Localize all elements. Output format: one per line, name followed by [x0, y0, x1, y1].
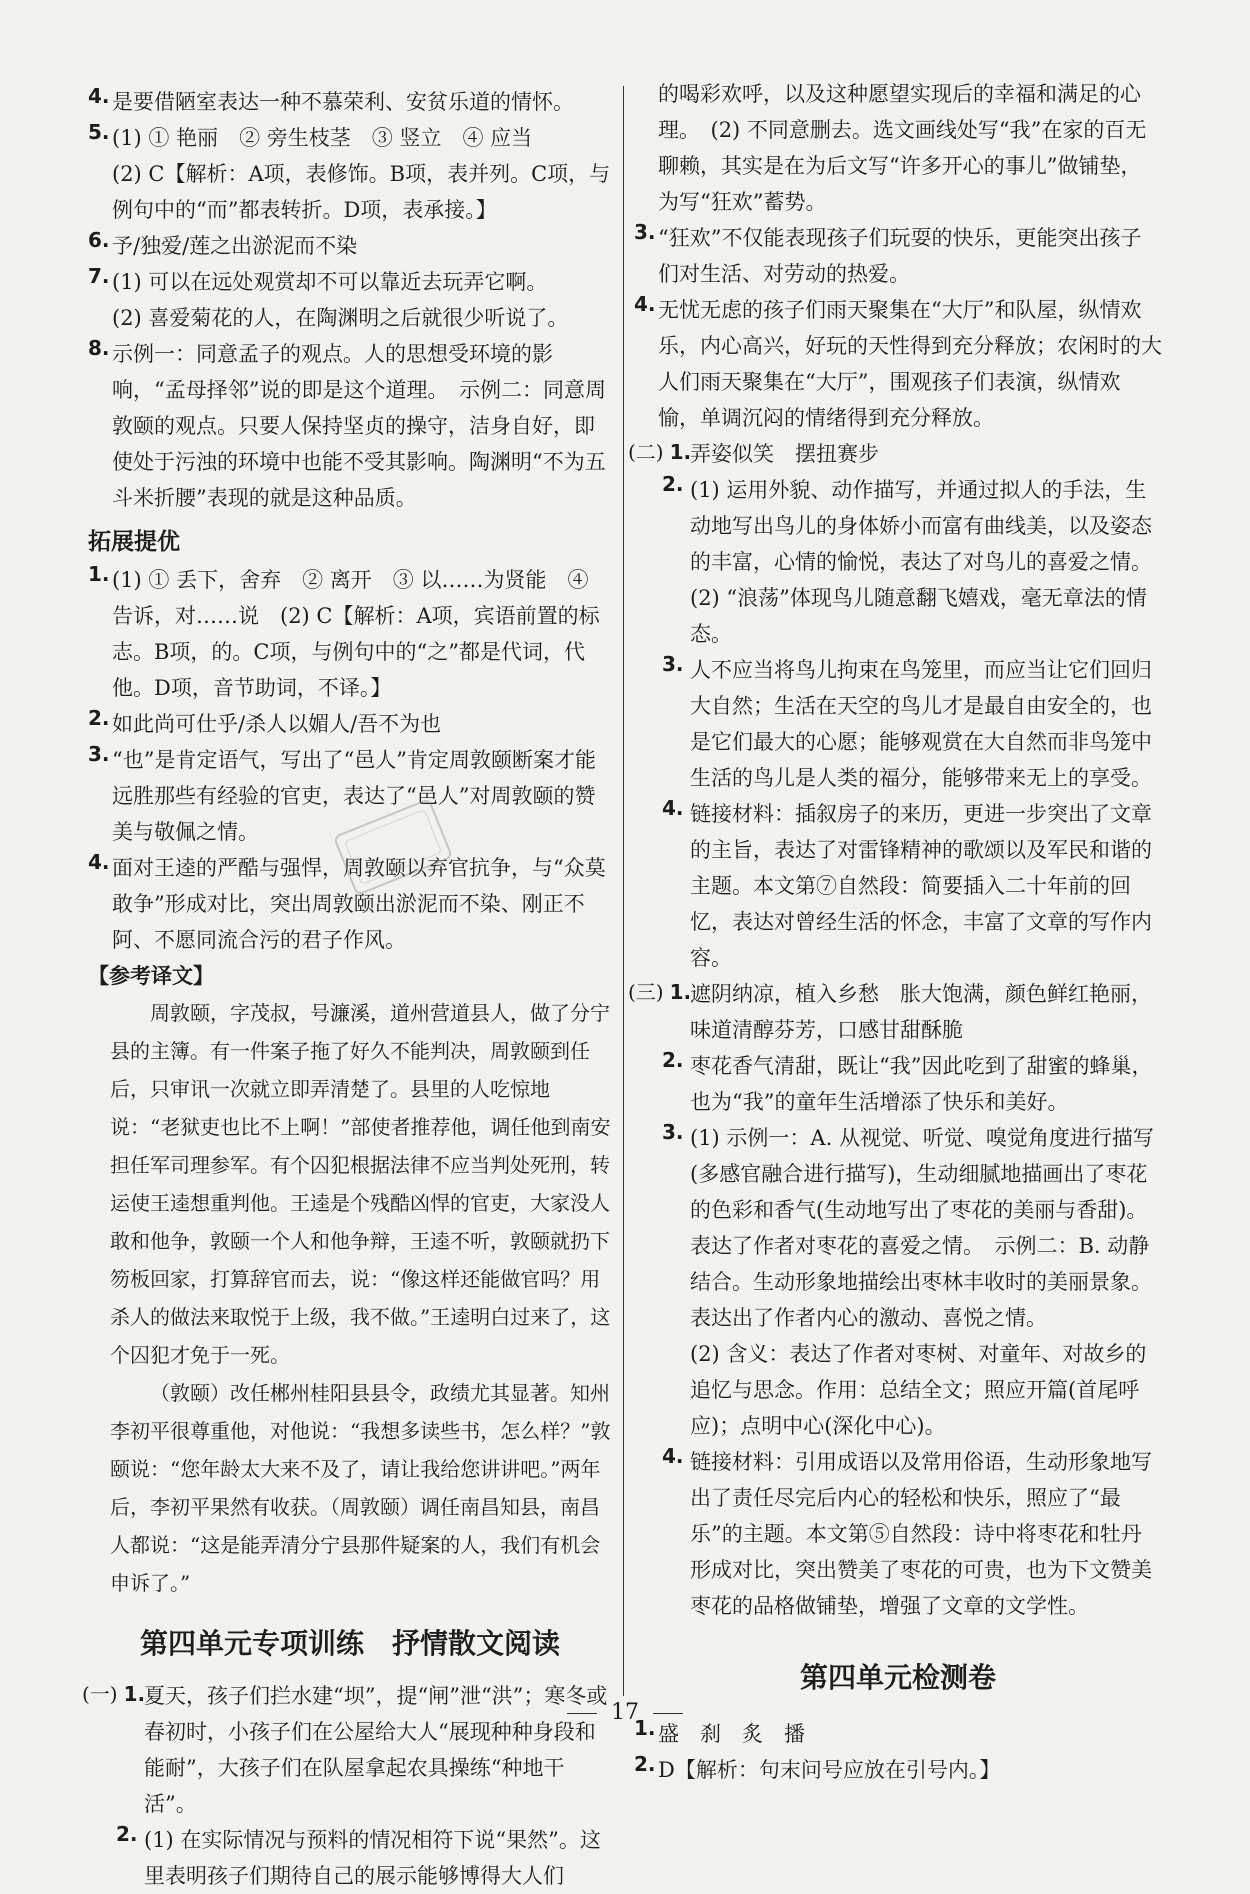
answer-number: 4.	[662, 1444, 684, 1468]
answer-text: (1) 在实际情况与预料的情况相符下说“果然”。这里表明孩子们期待自己的展示能够博得大人们	[144, 1828, 601, 1888]
test-title: 第四单元检测卷	[799, 1661, 996, 1694]
answer-item	[88, 84, 612, 120]
answer-text: (1) ① 丢下，舍弃 ② 离开 ③ 以……为贤能 ④ 告诉，对……说 (2) C【解析：A项，宾语前置的标志。B项，的。C项，与例句中的“之”都是代词，代他。D项，音节助词，不译。】	[112, 568, 600, 700]
section-label: (三)	[628, 980, 664, 1004]
footer-dash-left	[567, 1713, 597, 1714]
section-1-continued	[634, 220, 1162, 436]
section-tag	[628, 1048, 684, 1072]
footer-dash-right	[653, 1713, 683, 1714]
answer-number: 2.	[634, 1752, 656, 1776]
answer-text: (1) 可以在远处观赏却不可以靠近去玩弄它啊。	[112, 270, 548, 294]
answer-item	[634, 1444, 1162, 1624]
answer-number: 2.	[662, 1048, 684, 1072]
reference-translation-heading: 【参考译文】	[88, 964, 214, 988]
answer-item	[628, 976, 1162, 1048]
answer-text: 人不应当将鸟儿拘束在鸟笼里，而应当让它们回归大自然；生活在天空的鸟儿才是最自由安全的，也是它们最大的心愿；能够观赏在大自然而非鸟笼中生活的鸟儿是人类的福分，能够带来无上的享受。	[690, 658, 1152, 790]
answer-text: “也”是肯定语气，写出了“邑人”肯定周敦颐断案才能远胜那些有经验的官吏，表达了“邑人”对周敦颐的赞美与敬佩之情。	[112, 748, 596, 844]
right-column	[628, 82, 1163, 1788]
column-divider	[623, 86, 624, 1696]
answer-text: (2) C【解析：A项，表修饰。B项，表并列。C项，与例句中的“而”都表转折。D项，表承接。】	[112, 162, 611, 222]
answer-text: 面对王逵的严酷与强悍，周敦颐以弃官抗争，与“众莫敢争”形成对比，突出周敦颐出淤泥而不染、刚正不阿、不愿同流合污的君子作风。	[112, 856, 606, 952]
answer-number: 2.	[116, 1822, 138, 1846]
answer-number: 2.	[88, 706, 110, 730]
answer-number: 1.	[123, 1682, 146, 1706]
answer-item	[634, 1048, 1162, 1120]
answer-number: 5.	[88, 120, 110, 144]
answer-item	[634, 1752, 1162, 1788]
continued-answer: 的喝彩欢呼，以及这种愿望实现后的幸福和满足的心理。 (2) 不同意删去。选文画线处写“我”在家的百无聊赖，其实是在为后文写“许多开心的事儿”做铺垫，为写“狂欢”蓄势。	[658, 82, 1147, 214]
answer-text: 遮阴纳凉，植入乡愁 胀大饱满，颜色鲜红艳丽，味道清醇芬芳，口感甘甜酥脆	[690, 982, 1152, 1042]
translation-paragraph: （敦颐）改任郴州桂阳县县令，政绩尤其显著。知州李初平很尊重他，对他说：“我想多读些书，怎么样？”敦颐说：“您年龄太大来不及了，请让我给您讲讲吧。”两年后，李初平果然有收获。（周敦颐）调任南昌知县，南昌人都说：“这是能弄清分宁县那件疑案的人，我们有机会申诉了。”	[110, 1381, 611, 1595]
answer-number: 3.	[634, 220, 656, 244]
answer-number: 8.	[88, 336, 110, 360]
answer-number: 4.	[88, 84, 110, 108]
answer-text: (2) 含义：表达了作者对枣树、对童年、对故乡的追忆与思念。作用：总结全文；照应开篇(首尾呼应)；点明中心(深化中心)。	[690, 1342, 1147, 1438]
translation-paragraph: 周敦颐，字茂叔，号濂溪，道州营道县人，做了分宁县的主簿。有一件案子拖了好久不能判决，周敦颐到任后，只审讯一次就立即弄清楚了。县里的人吃惊地说：“老狱吏也比不上啊！”部使者推荐他，调任他到南安担任军司理参军。有个囚犯根据法律不应当判处死刑，转运使王逵想重判他。王逵是个残酷凶悍的官吏，大家没人敢和他争，敦颐一个人和他争辩，王逵不听，敦颐就扔下笏板回家，打算辞官而去，说：“像这样还能做官吗？用杀人的做法来取悦于上级，我不做。”王逵明白过来了，这个囚犯才免于一死。	[110, 1001, 611, 1367]
answer-number: 4.	[634, 292, 656, 316]
section-3	[628, 976, 1162, 1624]
answer-text: 盛 刹 炙 播	[658, 1722, 805, 1746]
answer-text: 示例一：同意孟子的观点。人的思想受环境的影响，“孟母择邻”说的即是这个道理。 示例二：同意周敦颐的观点。只要人保持坚贞的操守，洁身自好，即使处于污浊的环境中也能不受其影响。陶渊明“不为五斗米折腰”表现的就是这种品质。	[112, 342, 606, 510]
section-tag	[628, 652, 684, 676]
answer-item	[628, 436, 1162, 472]
answer-item	[634, 1120, 1162, 1444]
answer-text: 无忧无虑的孩子们雨天聚集在“大厅”和队屋，纵情欢乐，内心高兴，好玩的天性得到充分释放；农闲时的大人们雨天聚集在“大厅”，围观孩子们表演，纵情欢愉，单调沉闷的情绪得到充分释放。	[658, 298, 1162, 430]
answer-item	[634, 652, 1162, 796]
answer-number: 1.	[88, 562, 110, 586]
answer-number: 3.	[88, 742, 110, 766]
answer-text: 予/独爱/莲之出淤泥而不染	[112, 234, 358, 258]
answer-text: 弄姿似笑 摆扭赛步	[690, 442, 879, 466]
answer-text: “狂欢”不仅能表现孩子们玩耍的快乐，更能突出孩子们对生活、对劳动的热爱。	[658, 226, 1142, 286]
answer-number: 1.	[669, 980, 692, 1004]
section-tag	[82, 1822, 138, 1846]
section-label: (二)	[628, 440, 664, 464]
answer-number: 4.	[88, 850, 110, 874]
section-tag	[628, 796, 684, 820]
test-answers	[634, 1716, 1162, 1788]
answer-text: 链接材料：插叙房子的来历，更进一步突出了文章的主旨，表达了对雷锋精神的歌颂以及军民和谐的主题。本文第⑦自然段：简要插入二十年前的回忆，表达对曾经生活的怀念，丰富了文章的写作内容。	[690, 802, 1152, 970]
answer-number: 1.	[634, 1716, 656, 1740]
answer-number: 6.	[88, 228, 110, 252]
section-tag	[628, 1444, 684, 1468]
answer-text: (1) ① 艳丽 ② 旁生枝茎 ③ 竖立 ④ 应当	[112, 126, 533, 150]
unit-title: 第四单元专项训练 抒情散文阅读	[139, 1627, 560, 1660]
answer-number: 4.	[662, 796, 684, 820]
section-tag	[628, 1120, 684, 1144]
answer-number: 3.	[662, 652, 684, 676]
answer-text: 如此尚可仕乎/杀人以媚人/吾不为也	[112, 712, 442, 736]
answer-item	[88, 336, 612, 516]
answer-number: 3.	[662, 1120, 684, 1144]
answer-number: 2.	[662, 472, 684, 496]
answer-item	[88, 264, 612, 336]
answer-item	[88, 120, 612, 228]
answers-basic	[88, 84, 612, 516]
answer-item	[634, 472, 1162, 652]
answer-text: 链接材料：引用成语以及常用俗语，生动形象地写出了责任尽完后内心的轻松和快乐，照应了“最乐”的主题。本文第⑤自然段：诗中将枣花和牡丹形成对比，突出赞美了枣花的可贵，也为下文赞美枣花的品格做铺垫，增强了文章的文学性。	[690, 1450, 1152, 1618]
section-2	[628, 436, 1163, 976]
page-footer	[0, 1700, 1250, 1725]
section-heading-extend: 拓展提优	[88, 529, 180, 555]
left-column	[82, 84, 612, 1894]
answer-item	[88, 1822, 612, 1894]
answer-number: 1.	[669, 440, 692, 464]
answer-text: 是要借陋室表达一种不慕荣利、安贫乐道的情怀。	[112, 90, 574, 114]
section-tag	[628, 472, 684, 496]
section-label: (一)	[82, 1682, 118, 1706]
answer-text: (2) 喜爱菊花的人，在陶渊明之后就很少听说了。	[112, 306, 569, 330]
answer-text: D【解析：句末问号应放在引号内。】	[658, 1758, 1001, 1782]
answer-text: (1) 运用外貌、动作描写，并通过拟人的手法，生动地写出鸟儿的身体娇小而富有曲线美，以及姿态的丰富，心情的愉悦，表达了对鸟儿的喜爱之情。 (2) “浪荡”体现鸟儿随意翻飞嬉戏，毫无章法的情态。	[690, 478, 1163, 646]
section-tag	[628, 436, 691, 465]
answer-item	[634, 292, 1162, 436]
answer-item	[634, 220, 1162, 292]
answer-item	[88, 228, 612, 264]
reference-translation	[88, 994, 612, 1602]
answer-item	[88, 562, 612, 706]
answer-item	[634, 796, 1162, 976]
answer-text: 夏天，孩子们拦水建“坝”，提“闸”泄“洪”；寒冬或春初时，小孩子们在公屋给大人“展现种种身段和能耐”，大孩子们在队屋拿起农具操练“种地干活”。	[144, 1684, 608, 1816]
answer-text: (1) 示例一：A. 从视觉、听觉、嗅觉角度进行描写(多感官融合进行描写)，生动细腻地描画出了枣花的色彩和香气(生动地写出了枣花的美丽与香甜)。表达了作者对枣花的喜爱之情。 示例二：B. 动静结合。生动形象地描绘出枣林丰收时的美丽景象。表达出了作者内心的激动、喜悦之情。	[690, 1126, 1154, 1330]
page-number: 17	[611, 1700, 639, 1725]
answer-number: 7.	[88, 264, 110, 288]
answers-extend	[88, 562, 612, 958]
answer-item	[88, 706, 612, 742]
section-tag	[628, 976, 691, 1005]
answer-text: 枣花香气清甜，既让“我”因此吃到了甜蜜的蜂巢，也为“我”的童年生活增添了快乐和美好。	[690, 1054, 1153, 1114]
